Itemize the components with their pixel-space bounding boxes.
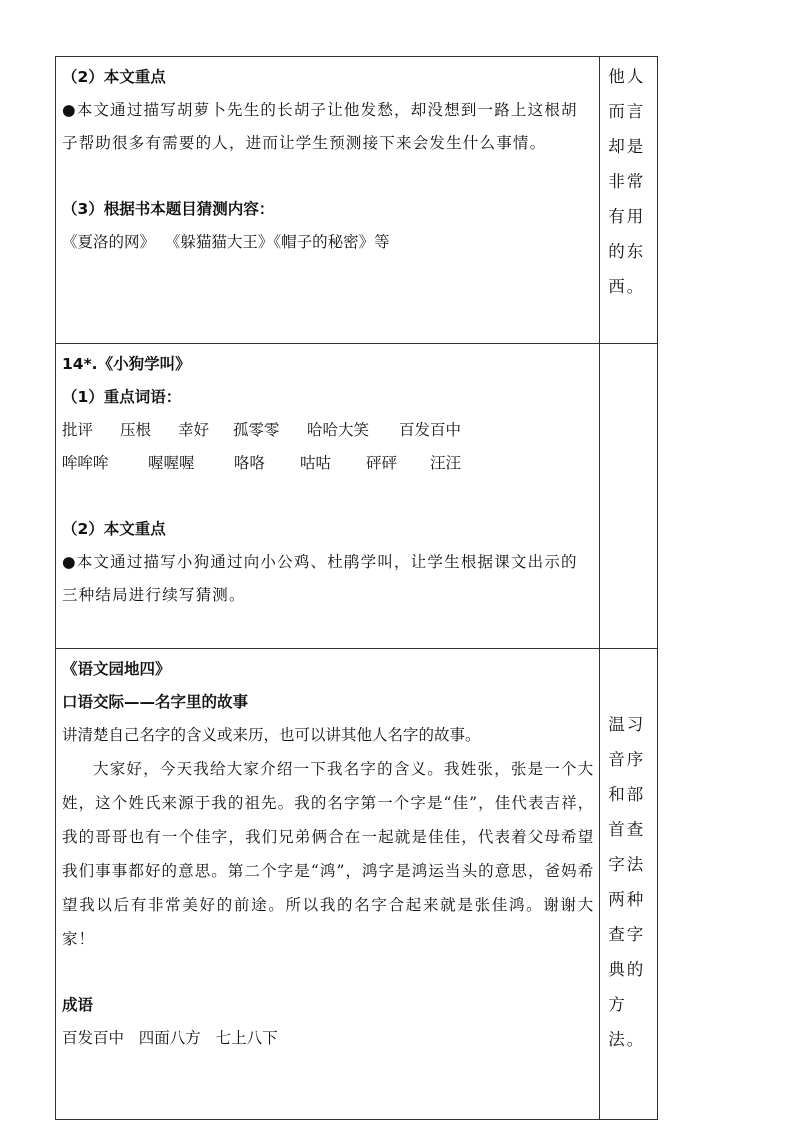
vocab-row-2: [62, 447, 594, 480]
oral-description: 讲清楚自己名字的含义或来历，也可以讲其他人名字的故事。: [62, 726, 481, 744]
vocab-word: 汪汪: [430, 454, 462, 472]
key-points-heading: （2）本文重点: [62, 520, 166, 538]
table-row: [56, 344, 658, 649]
oral-title: 口语交际——名字里的故事: [62, 693, 249, 711]
remark-cell: [600, 57, 658, 344]
vocab-word: 幸好: [178, 421, 210, 439]
remark-text: 他人而言却是非常有用的东西。: [608, 67, 646, 296]
vocab-row-1: [62, 414, 594, 447]
vocab-word: 哈哈大笑: [307, 421, 370, 439]
garden-title: 《语文园地四》: [62, 660, 171, 678]
remark-cell: [600, 649, 658, 1120]
vocab-word: 咯咯: [234, 454, 266, 472]
vocab-heading: （1）重点词语：: [62, 388, 182, 406]
vocab-word: 咕咕: [300, 454, 332, 472]
notes-cell: [56, 57, 600, 344]
name-story: 大家好，今天我给大家介绍一下我名字的含义。我姓张，张是一个大姓，这个姓氏来源于我的祖先。我的名字第一个字是“佳”，佳代表吉祥，我的哥哥也有一个佳字，我们兄弟俩合在一起就是佳佳，代表着父母希望我们事事都好的意思。第二个字是“鸿”，鸿字是鸿运当头的意思，爸妈希望我以后有非常美好的前途。所以我的名字合起来就是张佳鸿。谢谢大家！: [62, 760, 595, 948]
vocab-word: 百发百中: [399, 421, 462, 439]
spacer: [62, 956, 594, 989]
vocab-word: 砰砰: [366, 454, 398, 472]
notes-cell: [56, 344, 600, 649]
vocab-word: 压根: [120, 421, 152, 439]
book-titles: 《夏洛的网》 《躲猫猫大王》《帽子的秘密》等: [62, 233, 390, 251]
idiom-list: 百发百中 四面八方 七上八下: [62, 1029, 278, 1047]
vocab-word: 喔喔喔: [148, 454, 195, 472]
vocab-word: 批评: [62, 421, 94, 439]
table-row: [56, 649, 658, 1120]
key-points-text: ●本文通过描写小狗通过向小公鸡、杜鹃学叫，让学生根据课文出示的三种结局进行续写猜测。: [62, 553, 578, 604]
remark-text: 温习音序和部首查字法两种查字典的方法。: [608, 715, 646, 1049]
vocab-word: 孤零零: [233, 421, 280, 439]
lesson-title: 14*.《小狗学叫》: [62, 355, 191, 373]
vocab-word: 哞哞哞: [62, 454, 109, 472]
remark-cell: [600, 344, 658, 649]
key-points-heading: （2）本文重点: [62, 68, 166, 86]
spacer: [62, 480, 594, 513]
guess-heading: （3）根据书本题目猜测内容：: [62, 200, 275, 218]
key-points-text: ●本文通过描写胡萝卜先生的长胡子让他发愁，却没想到一路上这根胡子帮助很多有需要的人，进而让学生预测接下来会发生什么事情。: [62, 101, 578, 152]
notes-cell: [56, 649, 600, 1120]
spacer: [62, 160, 594, 193]
lesson-notes-table: [55, 56, 658, 1120]
idiom-heading: 成语: [62, 996, 94, 1014]
table-row: [56, 57, 658, 344]
